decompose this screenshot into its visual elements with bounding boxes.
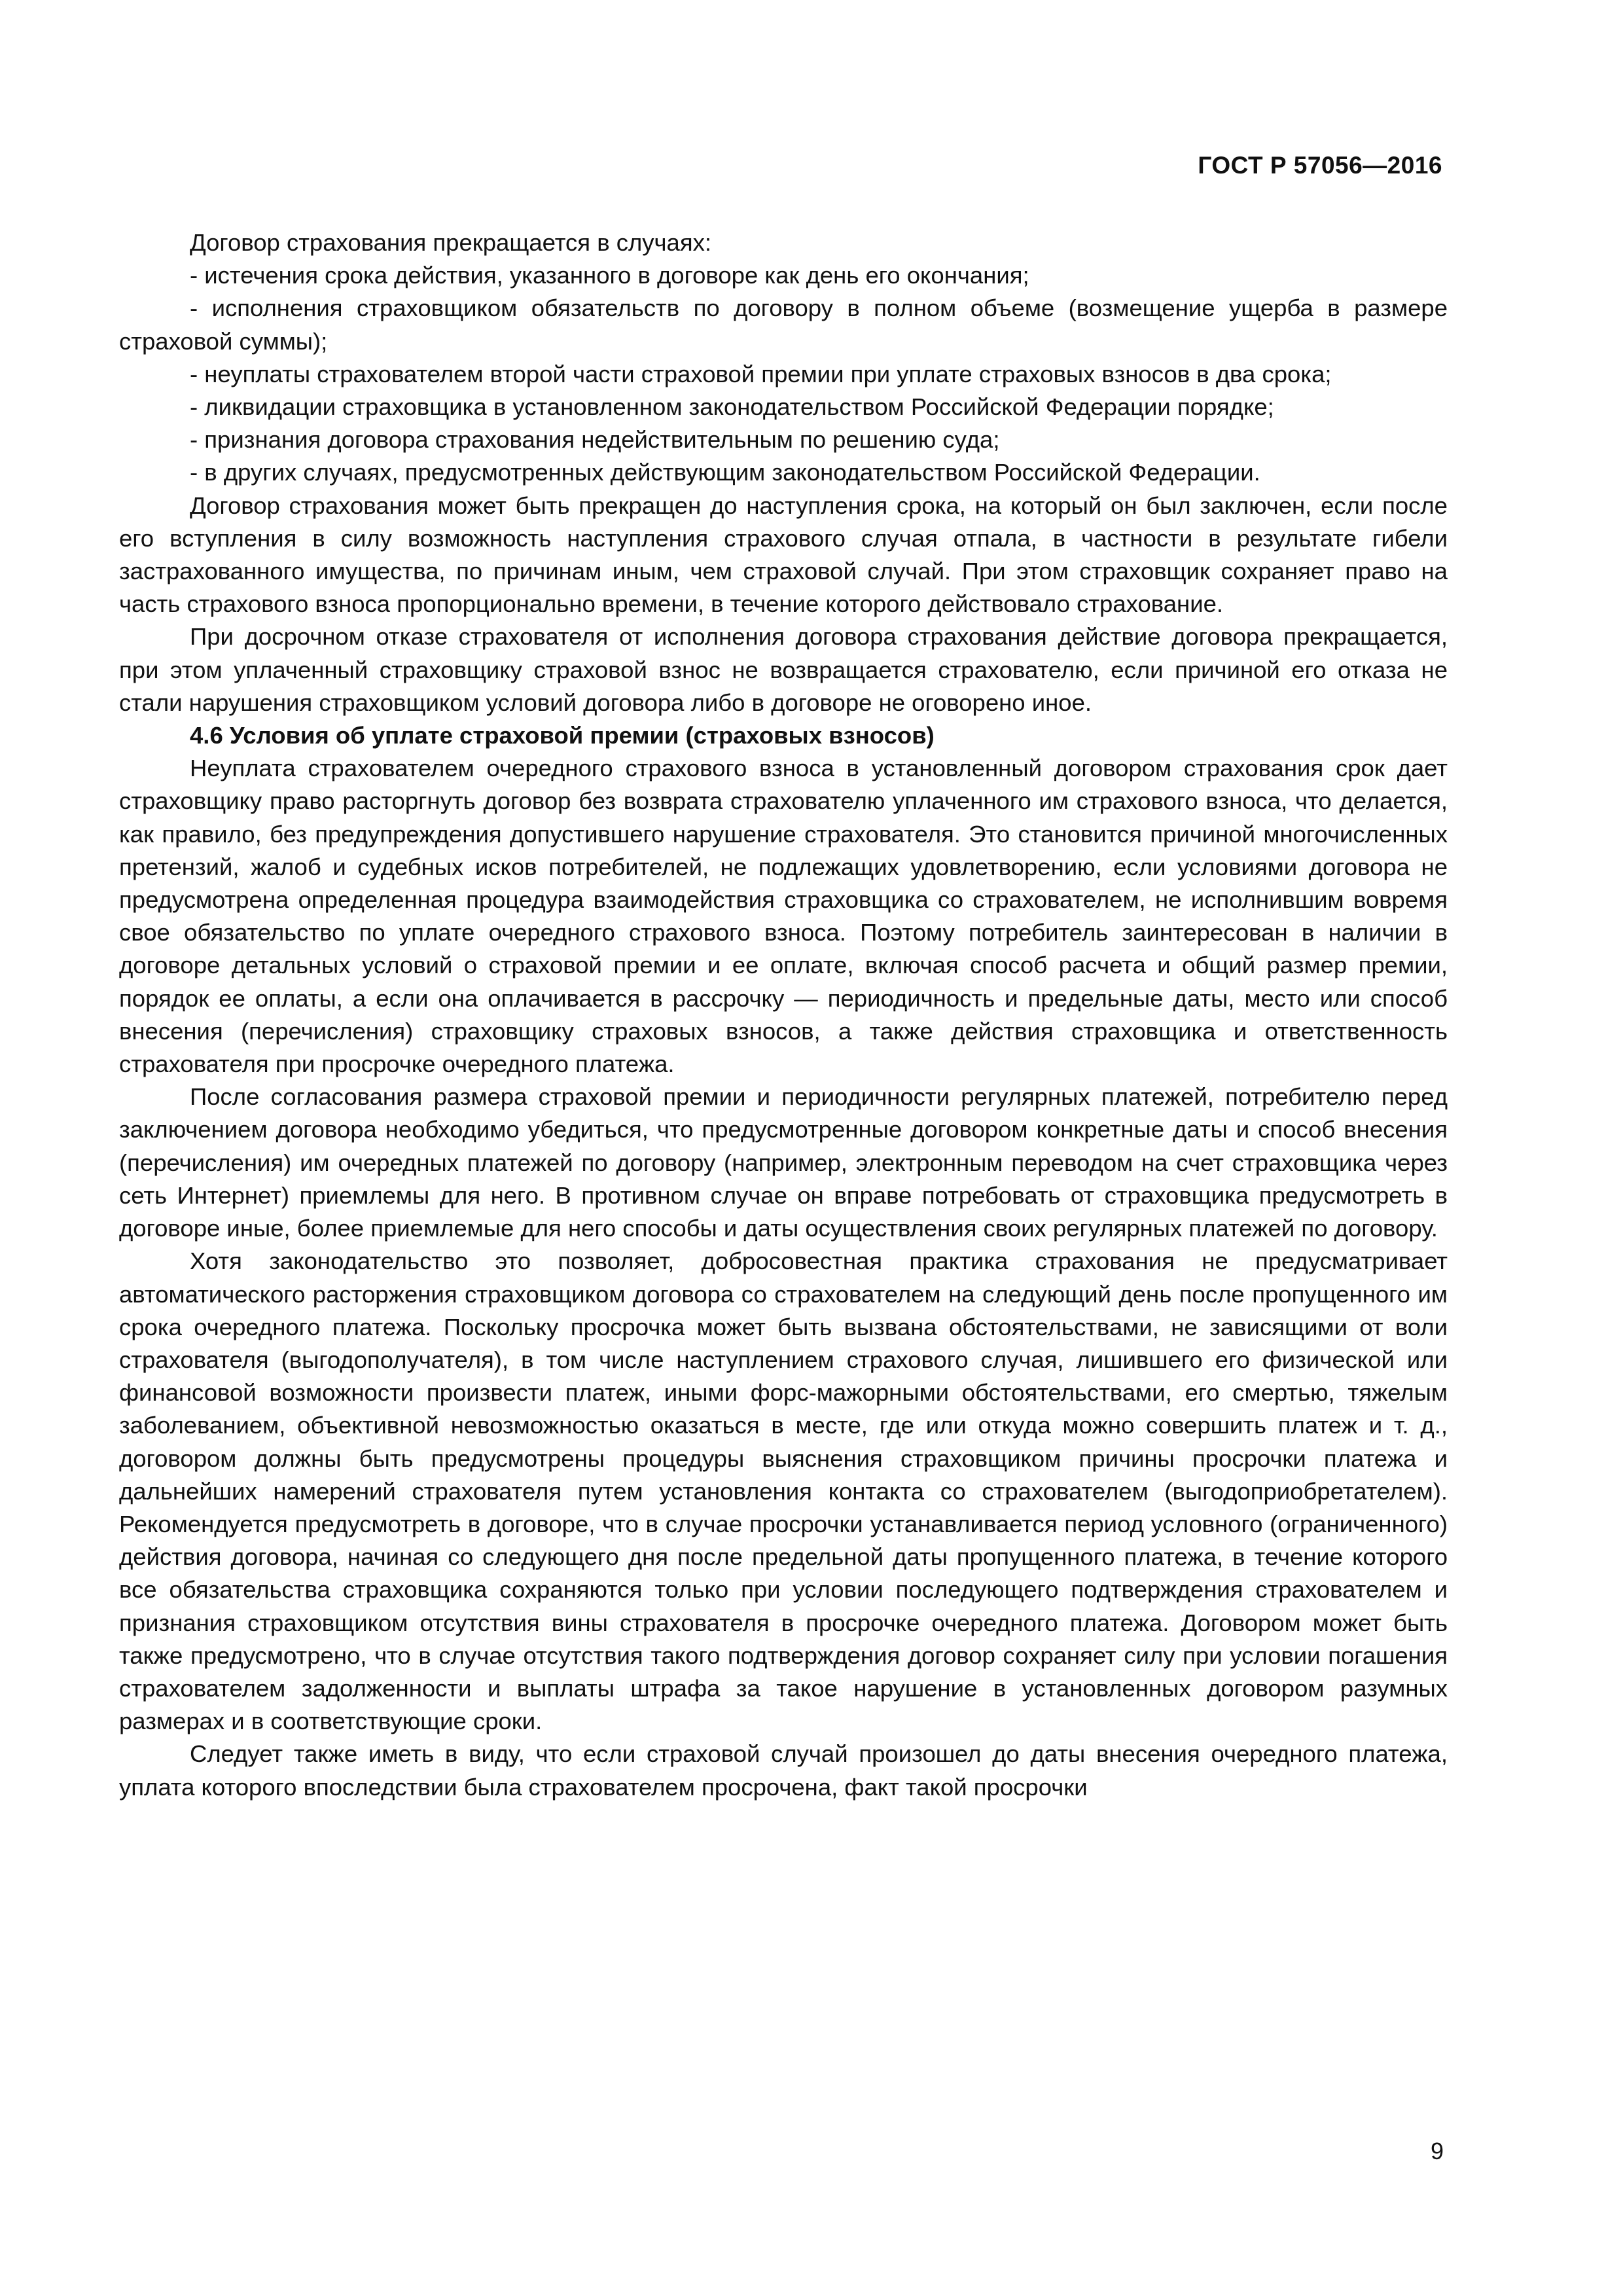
list-item: - исполнения страховщиком обязательств по договору в полном объеме (возмещение ущерба в размере страховой суммы); bbox=[119, 295, 1448, 355]
page-number: 9 bbox=[1430, 2138, 1444, 2164]
list-item: - в других случаях, предусмотренных действующим законодательством Российской Федерации. bbox=[190, 459, 1260, 486]
intro-line: Договор страхования прекращается в случаях: bbox=[190, 229, 712, 256]
list-item: - неуплаты страхователем второй части страховой премии при уплате страховых взносов в два срока; bbox=[190, 360, 1332, 387]
paragraph-termination: Договор страхования может быть прекращен до наступления срока, на который он был заключен, если после его вступления в силу возможность наступления страхового случая отпала, в частности в результате гибели застрахованного имущества, по причинам иным, чем страховой случай. При этом страховщик сохраняет право на часть страхового взноса пропорционально времени, в течение которого действовало страхование. bbox=[119, 492, 1448, 618]
list-item: - ликвидации страховщика в установленном законодательством Российской Федерации порядке; bbox=[190, 393, 1274, 421]
paragraph-agreement: После согласования размера страховой премии и периодичности регулярных платежей, потребителю перед заключением договора необходимо убедиться, что предусмотренные договором конкретные даты и способ внесения (перечисления) им очередных платежей по договору (например, электронным переводом на счет страховщика через сеть Интернет) приемлемы для него. В противном случае он вправе потребовать от страховщика предусмотреть в договоре иные, более приемлемые для него способы и даты осуществления своих регулярных платежей по договору. bbox=[119, 1083, 1448, 1242]
paragraph-legislation: Хотя законодательство это позволяет, добросовестная практика страхования не предусматривает автоматического расторжения страховщиком договора со страхователем на следующий день после пропущенного им срока очередного платежа. Поскольку просрочка может быть вызвана обстоятельствами, не зависящими от воли страхователя (выгодополучателя), в том числе наступлением страхового случая, лишившего его физической или финансовой возможности произвести платеж, иными форс-мажорными обстоятельствами, его смертью, тяжелым заболеванием, объективной невозможностью оказаться в месте, где или откуда можно совершить платеж и т. д., договором должны быть предусмотрены процедуры выяснения страховщиком причины просрочки платежа и дальнейших намерений страхователя путем установления контакта со страхователем (выгодоприобретателем). Рекомендуется предусмотреть в договоре, что в случае просрочки устанавливается период условного (ограниченного) действия договора, начиная со следующего дня после предельной даты пропущенного платежа, в течение которого все обязательства страховщика сохраняются только при условии последующего подтверждения страхователем и признания страховщиком отсутствия вины страхователя в просрочке очередного платежа. Договором может быть также предусмотрено, что в случае отсутствия такого подтверждения договор сохраняет силу при условии погашения страхователем задолженности и выплаты штрафа за такое нарушение в установленных договором разумных размерах и в соответствующие сроки. bbox=[119, 1247, 1448, 1735]
standard-code-header: ГОСТ Р 57056—2016 bbox=[1198, 152, 1442, 179]
paragraph-early-refusal: При досрочном отказе страхователя от исполнения договора страхования действие договора прекращается, при этом уплаченный страховщику страховой взнос не возвращается страхователю, если причиной его отказа не стали нарушения страховщиком условий договора либо в договоре не оговорено иное. bbox=[119, 623, 1448, 716]
paragraph-insured-event: Следует также иметь в виду, что если страховой случай произошел до даты внесения очередного платежа, уплата которого впоследствии была страхователем просрочена, факт такой просрочки bbox=[119, 1740, 1448, 1801]
section-title: 4.6 Условия об уплате страховой премии (страховых взносов) bbox=[190, 722, 935, 749]
document-body bbox=[119, 226, 1448, 1804]
paragraph-nonpayment: Неуплата страхователем очередного страхового взноса в установленный договором страхования срок дает страховщику право расторгнуть договор без возврата страхователю уплаченного им страхового взноса, что делается, как правило, без предупреждения допустившего нарушение страхователя. Это становится причиной многочисленных претензий, жалоб и судебных исков потребителей, не подлежащих удовлетворению, если условиями договора не предусмотрена определенная процедура взаимодействия страховщика со страхователем, не исполнившим вовремя свое обязательство по уплате очередного страхового взноса. Поэтому потребитель заинтересован в наличии в договоре детальных условий о страховой премии и ее оплате, включая способ расчета и общий размер премии, порядок ее оплаты, а если она оплачивается в рассрочку — периодичность и предельные даты, место или способ внесения (перечисления) страховщику страховых взносов, а также действия страховщика и ответственность страхователя при просрочке очередного платежа. bbox=[119, 755, 1448, 1078]
list-item: - истечения срока действия, указанного в договоре как день его окончания; bbox=[190, 262, 1029, 289]
list-item: - признания договора страхования недействительным по решению суда; bbox=[190, 426, 1000, 454]
